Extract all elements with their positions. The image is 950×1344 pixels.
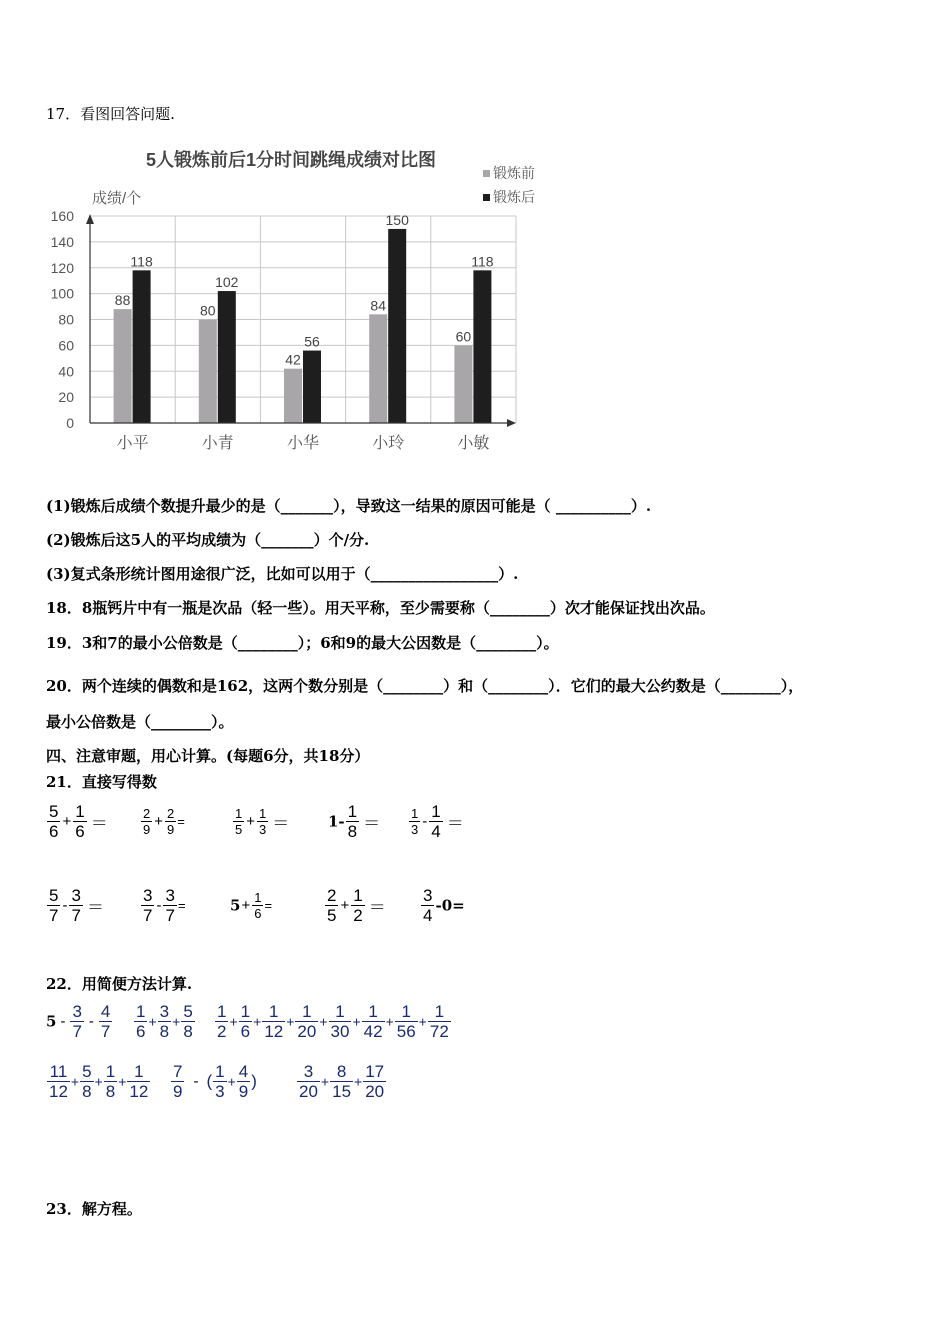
q20-line2: 最小公倍数是（________）。 bbox=[46, 713, 234, 731]
q21-expr-7: $\frac{3}{7}$ - $\frac{3}{7}$ = bbox=[143, 886, 186, 925]
bar-锻炼前-小敏 bbox=[454, 345, 472, 423]
bar-锻炼后-小青 bbox=[218, 291, 236, 423]
data-label: 84 bbox=[370, 297, 386, 314]
q21-expr-3: $\frac{1}{5}$ + $\frac{1}{3}$ ＝ bbox=[235, 806, 290, 837]
plus-sign: + bbox=[418, 1013, 427, 1030]
q21-expr-6: $\frac{5}{7}$ - $\frac{3}{7}$ ＝ bbox=[49, 886, 104, 925]
bar-锻炼前-小平 bbox=[114, 309, 132, 423]
fraction: $\frac{11}{12}$ bbox=[49, 1062, 68, 1101]
legend-swatch bbox=[483, 170, 490, 177]
x-tick-label: 小玲 bbox=[372, 435, 405, 452]
plus-sign: + bbox=[354, 1073, 363, 1090]
y-tick-label: 120 bbox=[50, 259, 74, 276]
plus-sign: + bbox=[94, 1073, 103, 1090]
q21-expr-5: $\frac{1}{3}$ - $\frac{1}{4}$ ＝ bbox=[411, 802, 464, 841]
legend-label: 锻炼前 bbox=[493, 165, 535, 181]
bar-锻炼后-小平 bbox=[133, 270, 151, 423]
q21-expr-2: $\frac{2}{9}$ + $\frac{2}{9}$ = bbox=[143, 806, 185, 837]
q21-expr-10: $\frac{3}{4}$ -0= bbox=[423, 886, 465, 925]
plus-sign: + bbox=[253, 1013, 262, 1030]
q17-title: 17．看图回答问题. bbox=[46, 105, 175, 123]
q21-expr-4: 1- $\frac{1}{8}$ ＝ bbox=[328, 802, 381, 841]
legend-label: 锻炼后 bbox=[493, 189, 535, 205]
q21-expr-8: 5+ $\frac{1}{6}$ = bbox=[230, 890, 273, 921]
q21-expr-9: $\frac{2}{5}$ + $\frac{1}{2}$ ＝ bbox=[327, 886, 386, 925]
q17-sub2: (2)锻炼后这5人的平均成绩为（_______）个/分. bbox=[46, 531, 370, 549]
data-label: 88 bbox=[114, 292, 131, 309]
bar-锻炼后-小敏 bbox=[473, 270, 491, 423]
legend-swatch bbox=[483, 194, 490, 201]
x-tick-label: 小青 bbox=[201, 435, 234, 452]
fraction: $\frac{1}{72}$ bbox=[429, 1002, 449, 1041]
fraction: $\frac{1}{12}$ bbox=[264, 1002, 284, 1041]
q22-expr-5: $\frac{7}{9}$ - ( $\frac{1}{3}$ + $\frac{4}{9}$ ) bbox=[173, 1062, 257, 1101]
q19: 19．3和7的最小公倍数是（________）；6和9的最大公因数是（________）。 bbox=[46, 634, 559, 652]
fraction: $\frac{1}{56}$ bbox=[396, 1002, 416, 1041]
section-4-heading: 四、注意审题，用心计算。(每题6分，共18分） bbox=[46, 747, 370, 765]
plus-sign: + bbox=[229, 1013, 238, 1030]
q20-line1: 20．两个连续的偶数和是162，这两个数分别是（________）和（________）．它们的最大公约数是（________）， bbox=[46, 677, 804, 695]
chart-bars bbox=[114, 212, 494, 423]
fraction: $\frac{1}{8}$ bbox=[105, 1062, 116, 1101]
x-tick-label: 小平 bbox=[116, 435, 149, 452]
chart-title: 5人锻炼前后1分时间跳绳成绩对比图 bbox=[145, 150, 437, 170]
bar-锻炼前-小青 bbox=[199, 320, 217, 424]
x-tick-label: 小华 bbox=[286, 435, 320, 452]
chart-xticks bbox=[117, 434, 490, 452]
data-label: 102 bbox=[215, 274, 239, 291]
q23-title: 23．解方程。 bbox=[46, 1200, 142, 1218]
fraction: $\frac{1}{30}$ bbox=[330, 1002, 350, 1041]
fraction: $\frac{5}{8}$ bbox=[82, 1062, 92, 1101]
data-label: 80 bbox=[200, 302, 216, 319]
q21-expr-1: $\frac{5}{6}$ + $\frac{1}{6}$ ＝ bbox=[49, 802, 108, 841]
bar-锻炼后-小玲 bbox=[388, 229, 406, 423]
y-tick-label: 100 bbox=[50, 285, 74, 302]
q22-expr-2: $\frac{1}{6}$ + $\frac{3}{8}$ + $\frac{5}{8}$ bbox=[136, 1002, 193, 1041]
fraction: $\frac{8}{15}$ bbox=[332, 1062, 352, 1101]
q22-title: 22．用简便方法计算. bbox=[46, 975, 193, 993]
y-tick-label: 160 bbox=[50, 208, 74, 224]
bar-chart bbox=[46, 140, 556, 460]
data-label: 60 bbox=[455, 328, 472, 345]
y-tick-label: 40 bbox=[58, 363, 74, 380]
plus-sign: + bbox=[319, 1013, 328, 1030]
chart-yticks bbox=[51, 208, 75, 431]
q21-title: 21．直接写得数 bbox=[46, 773, 157, 791]
q22-expr-1: 5 - $\frac{3}{7}$ - $\frac{4}{7}$ bbox=[46, 1002, 111, 1041]
y-tick-label: 80 bbox=[58, 311, 74, 328]
fraction: $\frac{1}{20}$ bbox=[297, 1002, 317, 1041]
y-tick-label: 60 bbox=[58, 337, 74, 354]
bar-锻炼后-小华 bbox=[303, 351, 321, 423]
fraction: $\frac{1}{6}$ bbox=[240, 1002, 251, 1041]
y-tick-label: 20 bbox=[58, 389, 74, 406]
y-tick-label: 0 bbox=[66, 415, 74, 431]
plus-sign: + bbox=[118, 1073, 127, 1090]
fraction: $\frac{1}{2}$ bbox=[217, 1002, 227, 1041]
data-label: 118 bbox=[130, 253, 153, 270]
data-label: 118 bbox=[471, 253, 494, 270]
plus-sign: + bbox=[286, 1013, 295, 1030]
plus-sign: + bbox=[70, 1073, 80, 1090]
x-tick-label: 小敏 bbox=[457, 435, 490, 452]
chart-legend bbox=[483, 165, 535, 205]
q17-sub1: (1)锻炼后成绩个数提升最少的是（_______），导致这一结果的原因可能是（ __________）. bbox=[46, 497, 652, 515]
bar-锻炼前-小华 bbox=[284, 369, 302, 423]
data-label: 150 bbox=[385, 211, 409, 228]
q22-expr-4 bbox=[46, 1062, 151, 1101]
fraction: $\frac{1}{42}$ bbox=[363, 1002, 383, 1041]
data-label: 56 bbox=[304, 333, 320, 350]
plus-sign: + bbox=[320, 1073, 330, 1090]
data-label: 42 bbox=[285, 351, 301, 368]
q17-sub3: (3)复式条形统计图用途很广泛，比如可以用于（_________________）. bbox=[46, 565, 519, 583]
bar-锻炼前-小玲 bbox=[369, 314, 387, 423]
chart-ylabel: 成绩/个 bbox=[92, 190, 142, 207]
fraction: $\frac{17}{20}$ bbox=[365, 1062, 385, 1101]
plus-sign: + bbox=[352, 1013, 361, 1030]
fraction: $\frac{3}{20}$ bbox=[299, 1062, 318, 1101]
fraction: $\frac{1}{12}$ bbox=[129, 1062, 149, 1101]
q18: 18．8瓶钙片中有一瓶是次品（轻一些）。用天平称，至少需要称（________）次才能保证找出次品。 bbox=[46, 599, 715, 617]
q22-expr-6 bbox=[296, 1062, 387, 1101]
q22-expr-3 bbox=[214, 1002, 452, 1041]
plus-sign: + bbox=[385, 1013, 394, 1030]
y-tick-label: 140 bbox=[50, 233, 74, 250]
